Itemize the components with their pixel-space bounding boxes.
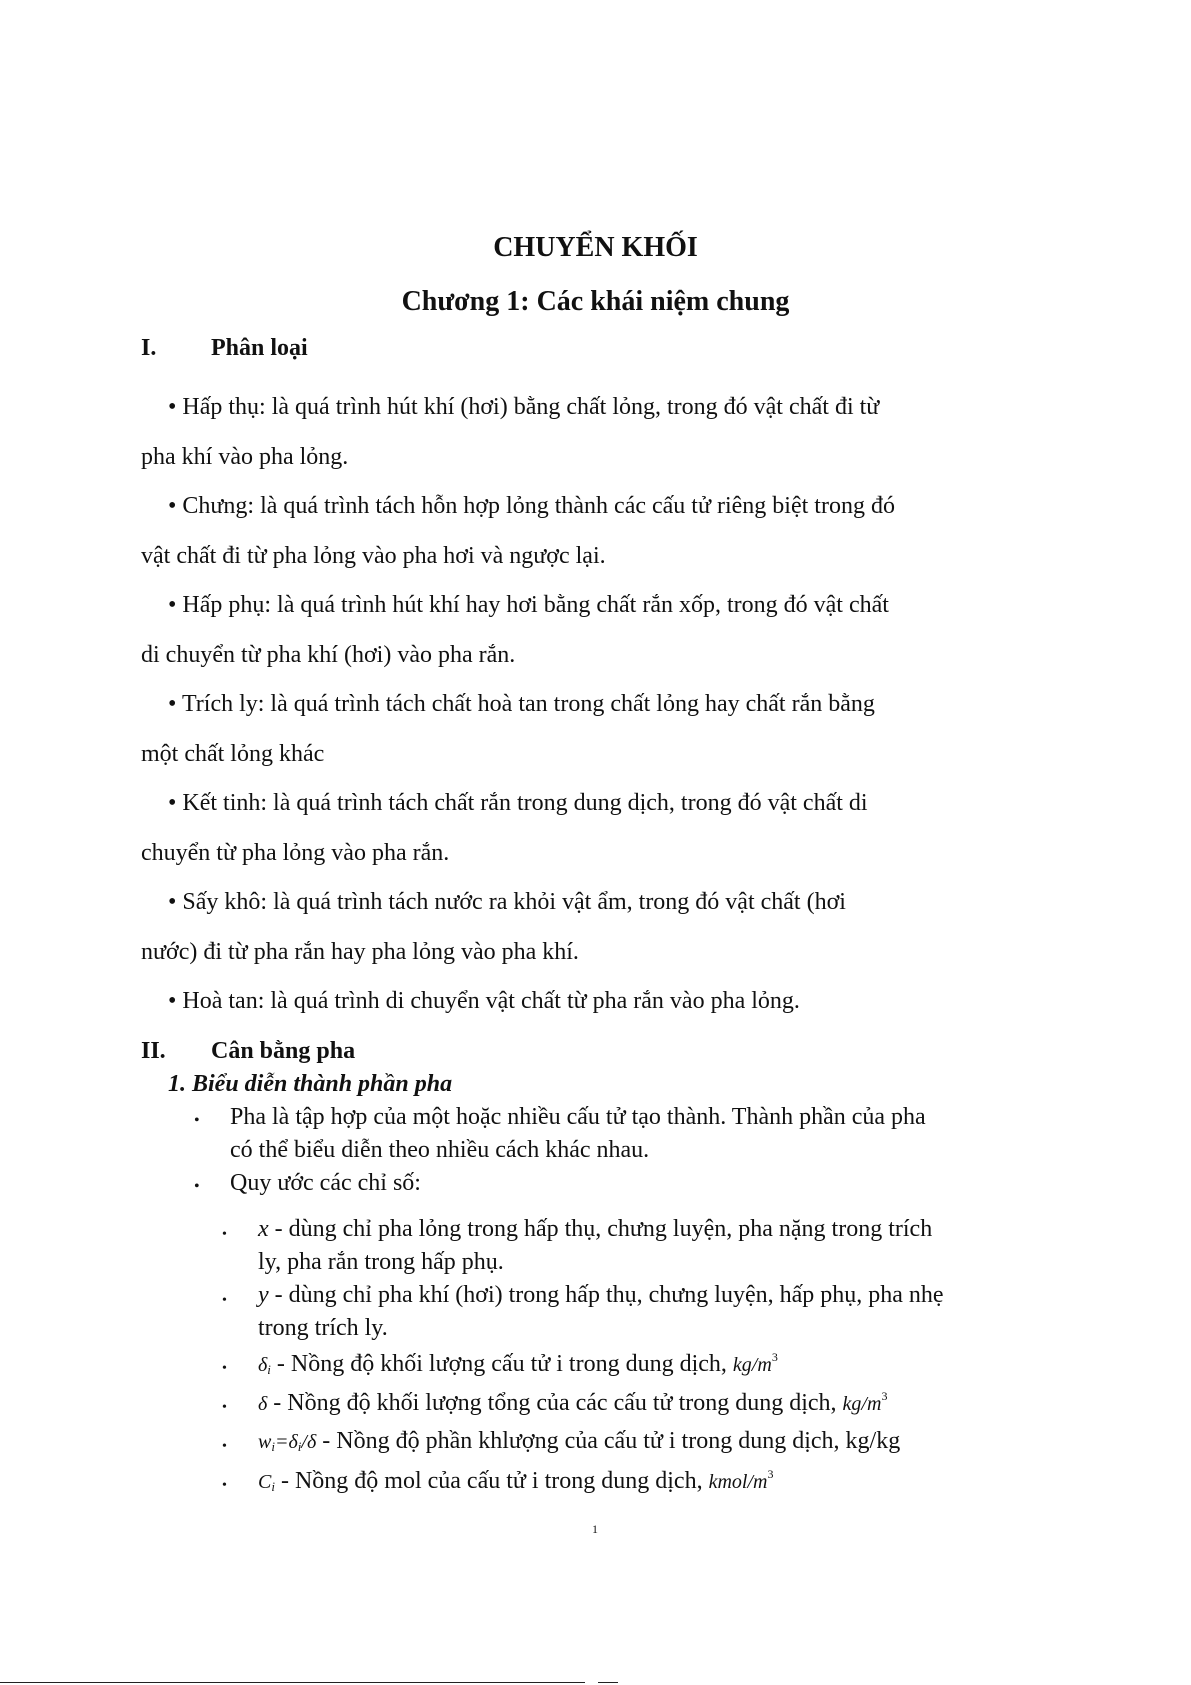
sub-bullet-x-line2: ly, pha rắn trong hấp phụ.: [258, 1249, 504, 1275]
sub-bullet-dot: •: [222, 1478, 227, 1493]
sub-bullet-y-line2: trong trích ly.: [258, 1315, 388, 1341]
classification-item-line2: một chất lỏng khác: [141, 741, 325, 767]
bullet-dot: •: [194, 1178, 200, 1195]
classification-item-line2: vật chất đi từ pha lỏng vào pha hơi và ngược lại.: [141, 543, 606, 569]
sub-bullet-x: x - dùng chỉ pha lỏng trong hấp thụ, chưng luyện, pha nặng trong trích: [258, 1216, 933, 1242]
classification-item-line2: di chuyển từ pha khí (hơi) vào pha rắn.: [141, 642, 516, 668]
sub-bullet-dot: •: [222, 1227, 227, 1242]
page-number: 1: [592, 1522, 598, 1536]
subsection-heading: 1. Biểu diễn thành phần pha: [168, 1071, 453, 1097]
section-number: I.: [141, 335, 157, 361]
symbol-y: y: [258, 1282, 269, 1308]
sub-bullet-delta: δ - Nồng độ khối lượng tổng của các cấu tử trong dung dịch, $kg/m^3$: [258, 1389, 888, 1416]
section-title: Phân loại: [211, 335, 308, 361]
footer-rule-left: [0, 1682, 585, 1683]
classification-item-line1: • Hấp thụ: là quá trình hút khí (hơi) bằng chất lỏng, trong đó vật chất đi từ: [168, 394, 880, 420]
classification-item-line1: • Sấy khô: là quá trình tách nước ra khỏi vật ẩm, trong đó vật chất (hơi: [168, 889, 846, 915]
sub-bullet-dot: •: [222, 1293, 227, 1308]
footer-rule-right: [598, 1682, 618, 1683]
sub-bullet-delta-i: $\delta_i$ - Nồng độ khối lượng cấu tử i trong dung dịch, $kg/m^3$: [258, 1350, 778, 1377]
sub-bullet-dot: •: [222, 1361, 227, 1376]
bullet-dot: •: [194, 1112, 200, 1129]
classification-item-line1: • Chưng: là quá trình tách hỗn hợp lỏng thành các cấu tử riêng biệt trong đó: [168, 493, 895, 519]
sub-bullet-y: y - dùng chỉ pha khí (hơi) trong hấp thụ, chưng luyện, hấp phụ, pha nhẹ: [258, 1282, 944, 1308]
classification-item-line2: nước) đi từ pha rắn hay pha lỏng vào pha khí.: [141, 939, 579, 965]
section-title: Cân bằng pha: [211, 1038, 356, 1064]
section-heading-phase-equilibrium: [141, 1038, 541, 1068]
document-title: CHUYỂN KHỐI: [493, 232, 698, 263]
classification-item-line1: • Trích ly: là quá trình tách chất hoà tan trong chất lỏng hay chất rắn bằng: [168, 691, 875, 717]
bullet-text-line1: Pha là tập hợp của một hoặc nhiều cấu tử tạo thành. Thành phần của pha: [230, 1104, 926, 1130]
sub-bullet-dot: •: [222, 1439, 227, 1454]
symbol-x: x: [258, 1216, 269, 1242]
section-heading-classification: [141, 335, 541, 365]
sub-bullet-w-i: $w_i=\delta_i/\delta$ - Nồng độ phần khlượng của cấu tử i trong dung dịch, kg/kg: [258, 1428, 901, 1454]
classification-item-line1: • Kết tinh: là quá trình tách chất rắn trong dung dịch, trong đó vật chất di: [168, 790, 868, 816]
classification-item-line2: pha khí vào pha lỏng.: [141, 444, 349, 470]
sub-bullet-c-i: $C_i$ - Nồng độ mol của cấu tử i trong dung dịch, kmol/$m^3$: [258, 1467, 774, 1494]
classification-item-line1: • Hấp phụ: là quá trình hút khí hay hơi bằng chất rắn xốp, trong đó vật chất: [168, 592, 889, 618]
sub-bullet-dot: •: [222, 1400, 227, 1415]
chapter-title: Chương 1: Các khái niệm chung: [401, 286, 790, 317]
bullet-text-line1: Quy ước các chỉ số:: [230, 1170, 421, 1196]
classification-item-line2: chuyển từ pha lỏng vào pha rắn.: [141, 840, 450, 866]
classification-item-line1: • Hoà tan: là quá trình di chuyển vật chất từ pha rắn vào pha lỏng.: [168, 988, 800, 1014]
section-number: II.: [141, 1038, 166, 1064]
bullet-text-line2: có thể biểu diễn theo nhiều cách khác nhau.: [230, 1137, 650, 1163]
